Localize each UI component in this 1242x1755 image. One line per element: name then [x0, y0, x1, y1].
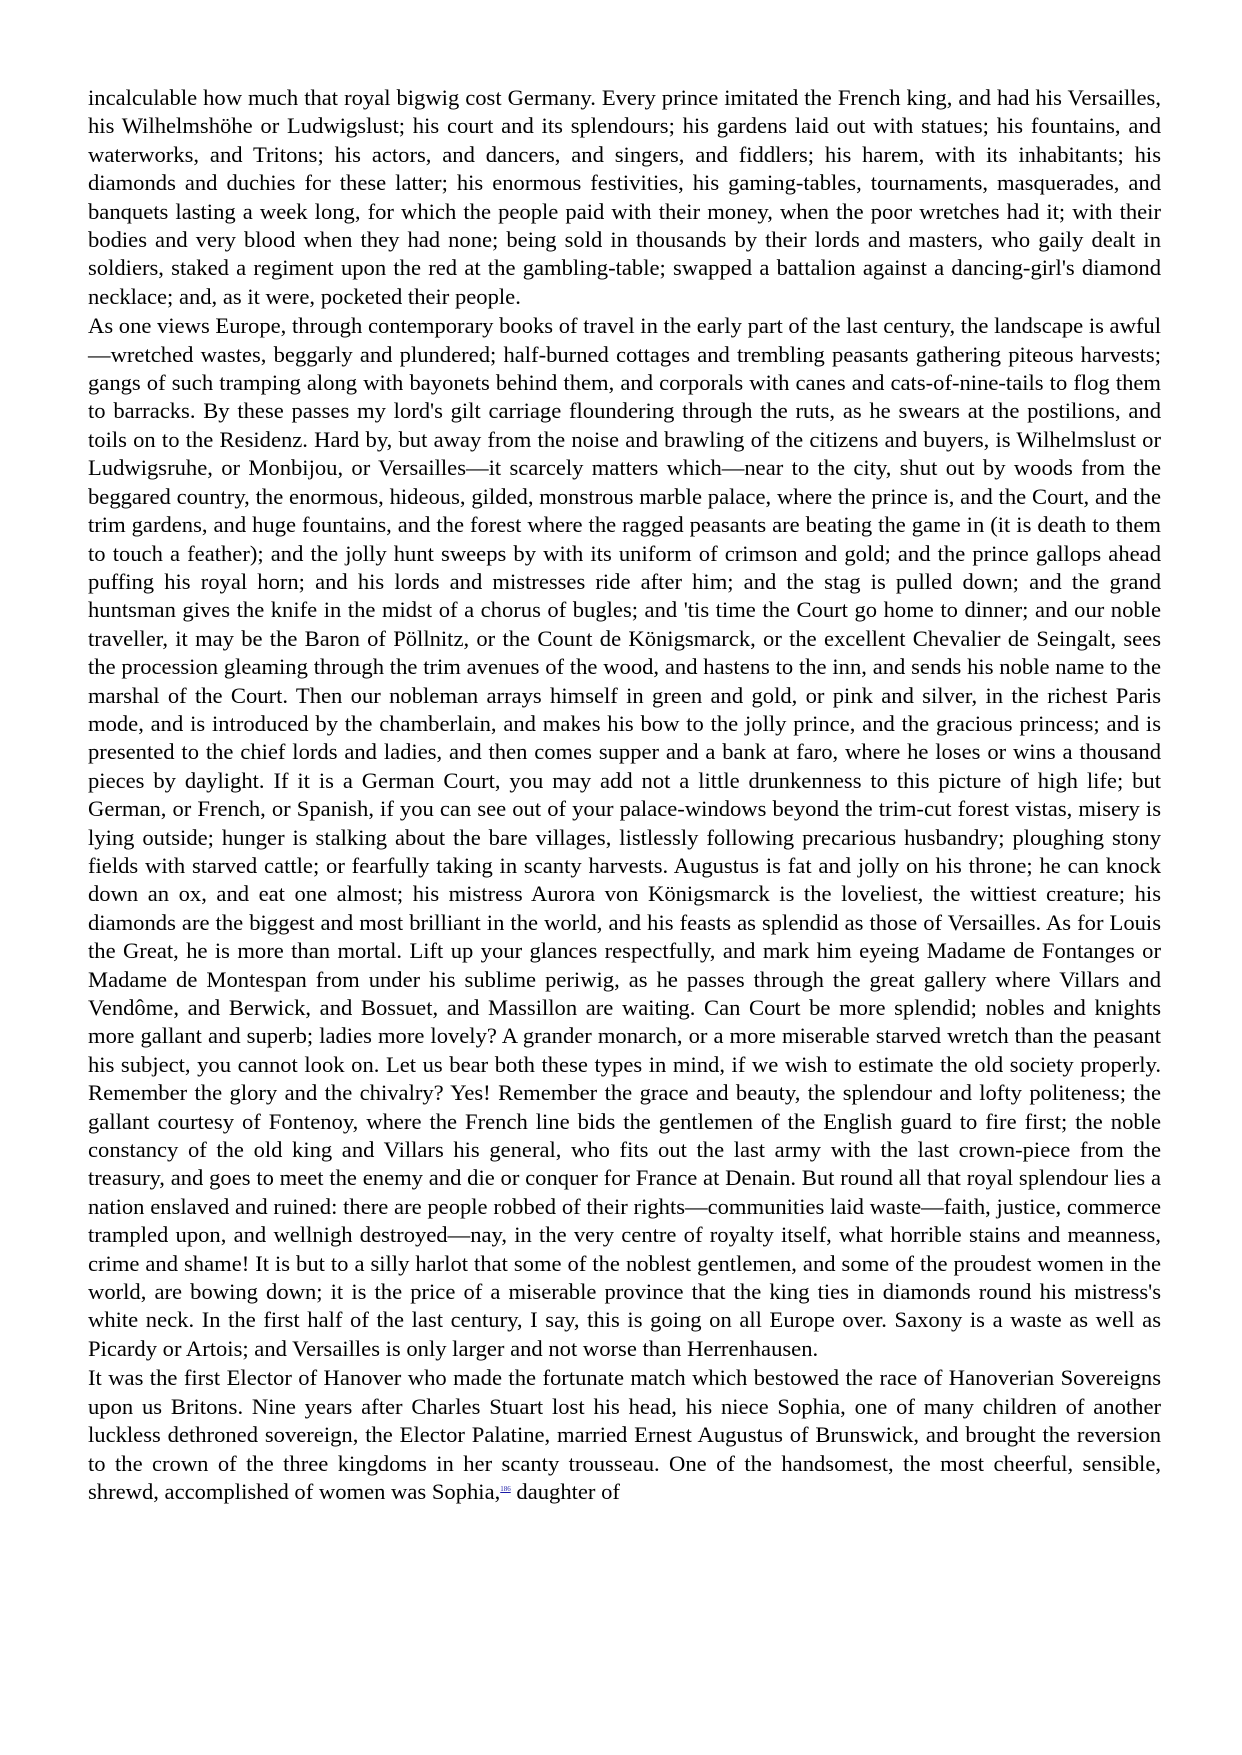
paragraph-3-text: It was the first Elector of Hanover who made the fortunate match which bestowed the race of Hanoverian Sovereigns upon us Britons. Nine years after Charles Stuart lost his head, his niece Sophia, one of many children of another luckless dethroned sovereign, the Elector Palatine, married Ernest Augustus of Brunswick, and brought the reversion to the crown of the three kingdoms in her scanty trousseau. One of the handsomest, the most cheerful, sensible, shrewd, accomplished of women was Sophia, — [88, 1365, 1161, 1504]
document-page — [88, 84, 1161, 1506]
footnote-link-186[interactable]: 186 — [500, 1484, 511, 1493]
paragraph-1: incalculable how much that royal bigwig cost Germany. Every prince imitated the French king, and had his Versailles, his Wilhelmshöhe or Ludwigslust; his court and its splendours; his gardens laid out with statues; his fountains, and waterworks, and Tritons; his actors, and dancers, and singers, and fiddlers; his harem, with its inhabitants; his diamonds and duchies for these latter; his enormous festivities, his gaming-tables, tournaments, masquerades, and banquets lasting a week long, for which the people paid with their money, when the poor wretches had it; with their bodies and very blood when they had none; being sold in thousands by their lords and masters, who gaily dealt in soldiers, staked a regiment upon the red at the gambling-table; swapped a battalion against a dancing-girl's diamond necklace; and, as it were, pocketed their people. — [88, 85, 1161, 309]
paragraph-2: As one views Europe, through contemporary books of travel in the early part of the last century, the landscape is awful—wretched wastes, beggarly and plundered; half-burned cottages and trembling peasants gathering piteous harvests; gangs of such tramping along with bayonets behind them, and corporals with canes and cats-of-nine-tails to flog them to barracks. By these passes my lord's gilt carriage floundering through the ruts, as he swears at the postilions, and toils on to the Residenz. Hard by, but away from the noise and brawling of the citizens and buyers, is Wilhelmslust or Ludwigsruhe, or Monbijou, or Versailles—it scarcely matters which—near to the city, shut out by woods from the beggared country, the enormous, hideous, gilded, monstrous marble palace, where the prince is, and the Court, and the trim gardens, and huge fountains, and the forest where the ragged peasants are beating the game in (it is death to them to touch a feather); and the jolly hunt sweeps by with its uniform of crimson and gold; and the prince gallops ahead puffing his royal horn; and his lords and mistresses ride after him; and the stag is pulled down; and the grand huntsman gives the knife in the midst of a chorus of bugles; and 'tis time the Court go home to dinner; and our noble traveller, it may be the Baron of Pöllnitz, or the Count de Königsmarck, or the excellent Chevalier de Seingalt, sees the procession gleaming through the trim avenues of the wood, and hastens to the inn, and sends his noble name to the marshal of the Court. Then our nobleman arrays himself in green and gold, or pink and silver, in the richest Paris mode, and is introduced by the chamberlain, and makes his bow to the jolly prince, and the gracious princess; and is presented to the chief lords and ladies, and then comes supper and a bank at faro, where he loses or wins a thousand pieces by daylight. If it is a German Court, you may add not a little drunkenness to this picture of high life; but German, or French, or Spanish, if you can see out of your palace-windows beyond the trim-cut forest vistas, misery is lying outside; hunger is stalking about the bare villages, listlessly following precarious husbandry; ploughing stony fields with starved cattle; or fearfully taking in scanty harvests. Augustus is fat and jolly on his throne; he can knock down an ox, and eat one almost; his mistress Aurora von Königsmarck is the loveliest, the wittiest creature; his diamonds are the biggest and most brilliant in the world, and his feasts as splendid as those of Versailles. As for Louis the Great, he is more than mortal. Lift up your glances respectfully, and mark him eyeing Madame de Fontanges or Madame de Montespan from under his sublime periwig, as he passes through the great gallery where Villars and Vendôme, and Berwick, and Bossuet, and Massillon are waiting. Can Court be more splendid; nobles and knights more gallant and superb; ladies more lovely? A grander monarch, or a more miserable starved wretch than the peasant his subject, you cannot look on. Let us bear both these types in mind, if we wish to estimate the old society properly. Remember the glory and the chivalry? Yes! Remember the grace and beauty, the splendour and lofty politeness; the gallant courtesy of Fontenoy, where the French line bids the gentlemen of the English guard to fire first; the noble constancy of the old king and Villars his general, who fits out the last army with the last crown-piece from the treasury, and goes to meet the enemy and die or conquer for France at Denain. But round all that royal splendour lies a nation enslaved and ruined: there are people robbed of their rights—communities laid waste—faith, justice, commerce trampled upon, and wellnigh destroyed—nay, in the very centre of royalty itself, what horrible stains and meanness, crime and shame! It is but to a silly harlot that some of the noblest gentlemen, and some of the proudest women in the world, are bowing down; it is the price of a miserable province that the king ties in diamonds round his mistress's white neck. In the first half of the last century, I say, this is going on all Europe over. Saxony is a waste as well as Picardy or Artois; and Versailles is only larger and not worse than Herrenhausen. — [88, 313, 1161, 1361]
paragraph-3-text-end: daughter of — [510, 1478, 620, 1504]
paragraph-3 — [88, 1364, 1161, 1506]
